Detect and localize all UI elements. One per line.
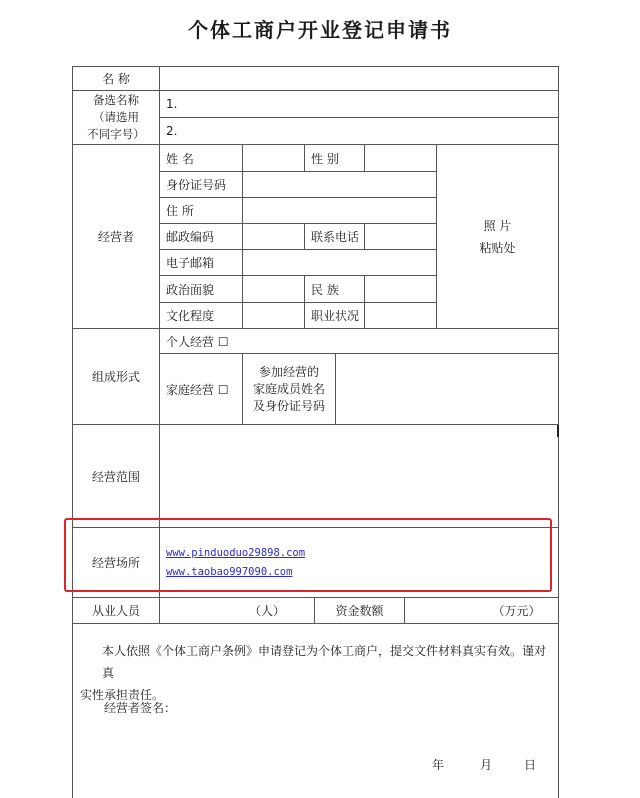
premises-label: 经营场所 [72, 528, 160, 598]
family-members-label-line: 及身份证号码 [252, 398, 325, 413]
photo-area[interactable] [437, 145, 559, 329]
premises-link[interactable]: www.taobao997090.com [166, 565, 293, 578]
scope-label: 经营范围 [72, 425, 160, 528]
photo-label-line: 照 片 [483, 218, 512, 233]
phone-label: 联系电话 [305, 224, 365, 250]
id-number-field[interactable] [243, 172, 437, 198]
family-members-label [243, 354, 336, 425]
family-members-label-line: 家庭成员姓名 [252, 381, 325, 396]
date-year: 年 [432, 758, 445, 772]
alt-name-label [72, 91, 160, 145]
composition-label: 组成形式 [72, 329, 160, 425]
address-label: 住 所 [160, 198, 243, 224]
declaration-line: 本人依照《个体工商户条例》申请登记为个体工商户，提交文件材料真实有效。谨对真 [102, 644, 547, 680]
family-members-field[interactable] [336, 354, 559, 425]
family-members-label-line: 参加经营的 [258, 364, 319, 379]
gender-label: 性 别 [305, 145, 365, 172]
alt-name-label-line: 备选名称 [93, 93, 139, 107]
date-day: 日 [524, 758, 537, 772]
email-label: 电子邮箱 [160, 250, 243, 276]
employees-unit: （人） [248, 604, 285, 618]
operator-name-field[interactable] [243, 145, 305, 172]
name-label: 名 称 [72, 66, 160, 91]
postcode-label: 邮政编码 [160, 224, 243, 250]
occupation-label: 职业状况 [305, 303, 365, 329]
id-number-label: 身份证号码 [160, 172, 243, 198]
phone-field[interactable] [365, 224, 437, 250]
highlight-box [64, 518, 552, 592]
individual-option[interactable]: 个人经营 ☐ [160, 329, 559, 354]
family-option[interactable]: 家庭经营 ☐ [160, 354, 243, 425]
gender-field[interactable] [365, 145, 437, 172]
operator-label: 经营者 [72, 145, 160, 329]
alt-name-label-line: （请选用 [93, 110, 139, 124]
political-status-label: 政治面貌 [160, 276, 243, 303]
alt-name-1-field[interactable]: 1. [160, 91, 559, 118]
declaration-line: 实性承担责任。 [80, 688, 165, 702]
employees-label: 从业人员 [72, 598, 160, 624]
signature-label: 经营者签名： [104, 701, 177, 715]
capital-unit: （万元） [492, 604, 541, 618]
date-month: 月 [480, 758, 493, 772]
name-field[interactable] [160, 66, 559, 91]
border-mark [557, 425, 559, 437]
form-title: 个体工商户开业登记申请书 [188, 18, 452, 42]
education-field[interactable] [243, 303, 305, 329]
postcode-field[interactable] [243, 224, 305, 250]
capital-field[interactable] [405, 598, 559, 624]
capital-label: 资金数额 [315, 598, 405, 624]
ethnicity-field[interactable] [365, 276, 437, 303]
photo-label-line: 粘贴处 [479, 240, 516, 255]
political-status-field[interactable] [243, 276, 305, 303]
address-field[interactable] [243, 198, 437, 224]
alt-name-label-line: 不同字号） [87, 127, 145, 141]
occupation-field[interactable] [365, 303, 437, 329]
employees-field[interactable] [160, 598, 315, 624]
operator-name-label: 姓 名 [160, 145, 243, 172]
scope-field[interactable] [160, 425, 559, 528]
email-field[interactable] [243, 250, 437, 276]
education-label: 文化程度 [160, 303, 243, 329]
ethnicity-label: 民 族 [305, 276, 365, 303]
alt-name-2-field[interactable]: 2. [160, 118, 559, 145]
premises-link[interactable]: www.pinduoduo29898.com [166, 546, 306, 559]
